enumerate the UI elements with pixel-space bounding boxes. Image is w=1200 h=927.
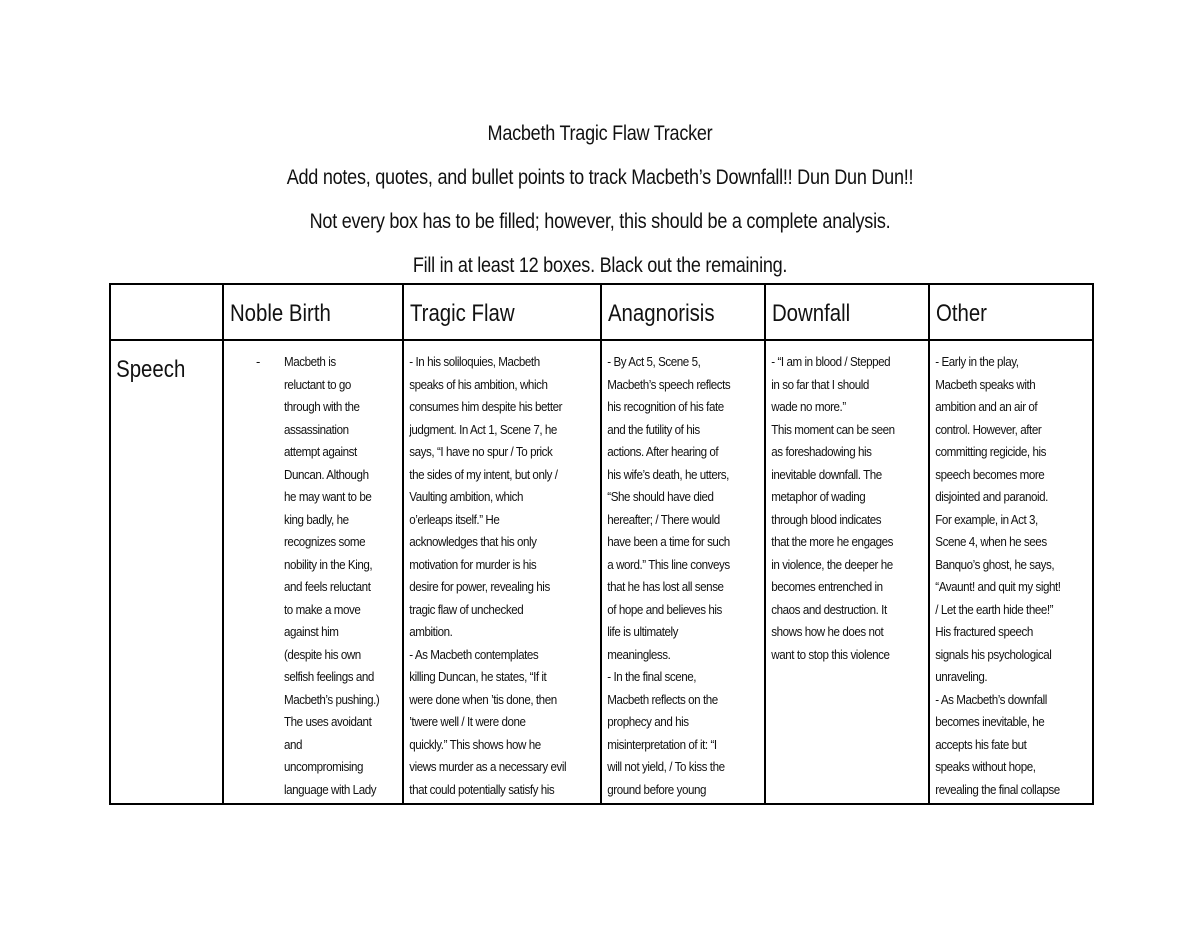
column-header-other: Other [929,284,1093,340]
instruction-line-3: Fill in at least 12 boxes. Black out the remaining. [412,254,788,277]
row-header-speech: Speech [110,340,223,804]
cell-text: Macbeth is reluctant to go through with the assassination attempt against Duncan. Although he may want to be king badly, he recognizes some nobility in the King, and feels reluctant to make a move against him (despite his own selfish feelings and Macbeth’s pushing.) The uses avoidant and uncompromising language with Lady [284,354,380,797]
worksheet-title: Macbeth Tragic Flaw Tracker [487,122,713,145]
cell-text: - “I am in blood / Stepped in so far that I should wade no more.” This moment can be seen as foreshadowing his inevitable downfall. The metaphor of wading through blood indicates that the more he engages in violence, the deeper he becomes entrenched in chaos and destruction. It shows how he does not want to stop this violence [771,354,895,662]
worksheet-header [0,112,1200,288]
cell-text: - By Act 5, Scene 5, Macbeth’s speech reflects his recognition of his fate and the futility of his actions. After hearing of his wife’s death, he utters, “She should have died hereafter; / There would have been a time for such a word.” This line conveys that he has lost all sense of hope and believes his life is ultimately meaningless. - In the final scene, Macbeth reflects on the prophecy and his misinterpretation of it: “I will not yield, / To kiss the ground before young [607,354,731,797]
cell-text: - Early in the play, Macbeth speaks with ambition and an air of control. However, after committing regicide, his speech becomes more disjointed and paranoid. For example, in Act 3, Scene 4, when he sees Banquo’s ghost, he says, “Avaunt! and quit my sight! / Let the earth hide thee!” His fractured speech signals his psychological unraveling. - As Macbeth’s downfall becomes inevitable, he accepts his fate but speaks without hope, revealing the final collapse [935,354,1061,797]
instruction-line-2: Not every box has to be filled; however, this should be a complete analysis. [309,210,891,233]
column-header-noble-birth: Noble Birth [223,284,403,340]
instruction-line-1: Add notes, quotes, and bullet points to track Macbeth’s Downfall!! Dun Dun Dun!! [286,166,914,189]
bullet-dash: - [256,354,261,369]
cell-speech-downfall[interactable] [765,340,929,804]
cell-speech-noble-birth[interactable] [223,340,403,804]
table-row [110,340,1093,804]
tragic-flaw-table [109,283,1094,805]
column-header-downfall: Downfall [765,284,929,340]
column-header-tragic-flaw: Tragic Flaw [403,284,601,340]
corner-cell [110,284,223,340]
table-header-row [110,284,1093,340]
cell-speech-anagnorisis[interactable] [601,340,765,804]
column-header-anagnorisis: Anagnorisis [601,284,765,340]
cell-speech-other[interactable] [929,340,1093,804]
cell-speech-tragic-flaw[interactable] [403,340,601,804]
cell-text: - In his soliloquies, Macbeth speaks of his ambition, which consumes him despite his better judgment. In Act 1, Scene 7, he says, “I have no spur / To prick the sides of my intent, but only / Vaulting ambition, which o’erleaps itself.” He acknowledges that his only motivation for murder is his desire for power, revealing his tragic flaw of unchecked ambition. - As Macbeth contemplates killing Duncan, he states, “If it were done when ’tis done, then ’twere well / It were done quickly.” This shows how he views murder as a necessary evil that could potentially satisfy his [409,354,567,797]
